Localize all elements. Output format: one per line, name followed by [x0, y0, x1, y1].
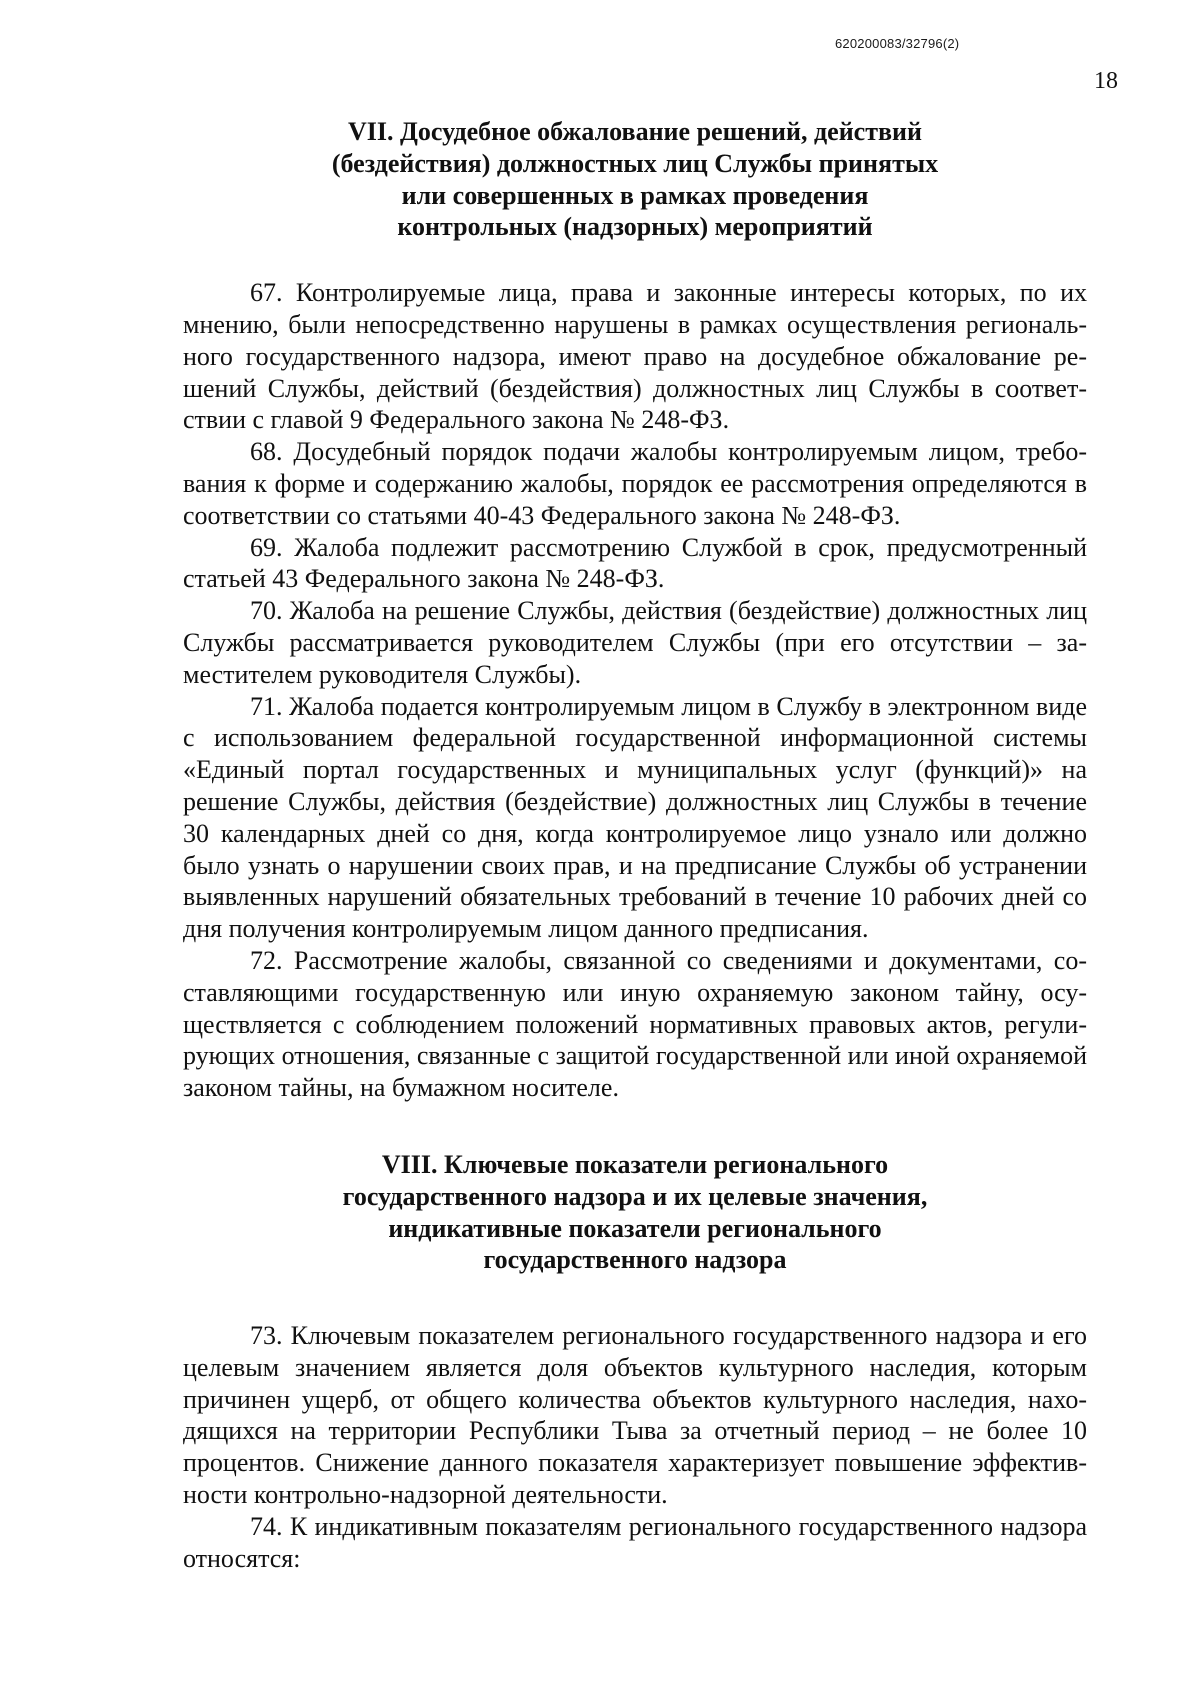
paragraph-73: 73. Ключевым показателем регионального государственного надзора и его целевым значением является доля объектов культурного наследия, которым причинен ущерб, от общего количества объектов культурного наследия, находящихся на территории Республики Тыва за отчетный период – не более 10 процентов. Снижение данного показателя характеризует повышение эффективности контрольно-надзорной деятельности.: [183, 1321, 1087, 1510]
section-7-heading-line: контрольных (надзорных) мероприятий: [397, 212, 873, 242]
paragraph-67: 67. Контролируемые лица, права и законные интересы которых, по их мнению, были непосредственно нарушены в рамках осуществления регионального государственного надзора, имеют право на досудебное обжалование решений Службы, действий (бездействия) должностных лиц Службы в соответствии с главой 9 Федерального закона № 248-ФЗ.: [183, 278, 1087, 435]
section-8-heading-line: государственного надзора: [483, 1245, 787, 1275]
section-7-heading-line: VII. Досудебное обжалование решений, действий: [347, 117, 922, 146]
section-8-heading: [183, 1149, 1087, 1276]
section-7-heading-line: или совершенных в рамках проведения: [401, 180, 869, 210]
paragraph-70: 70. Жалоба на решение Службы, действия (бездействие) должностных лиц Службы рассматривается руководителем Службы (при его отсутствии – заместителем руководителя Службы).: [183, 596, 1087, 689]
section-7-heading-line: (бездействия) должностных лиц Службы принятых: [331, 148, 939, 178]
section-8-heading-line: VIII. Ключевые показатели регионального: [381, 1149, 889, 1179]
paragraph-69: 69. Жалоба подлежит рассмотрению Службой в срок, предусмотренный статьей 43 Федерального закона № 248-ФЗ.: [183, 532, 1087, 594]
page-number: 18: [1094, 68, 1118, 94]
section-8-heading-line: индикативные показатели регионального: [388, 1213, 882, 1243]
paragraph-71: 71. Жалоба подается контролируемым лицом в Службу в электронном виде с использованием федеральной государственной информационной системы «Единый портал государственных и муниципальных услуг (функций)» на решение Службы, действия (бездействие) должностных лиц Службы в течение 30 календарных дней со дня, когда контролируемое лицо узнало или должно было узнать о нарушении своих прав, и на предписание Службы об устранении выявленных нарушений обязательных требований в течение 10 рабочих дней со дня получения контролируемым лицом данного предписания.: [183, 691, 1087, 944]
document-registration-code: 620200083/32796(2): [835, 36, 960, 51]
paragraph-72: 72. Рассмотрение жалобы, связанной со сведениями и документами, составляющими государственную или иную охраняемую законом тайну, осуществляется с соблюдением положений нормативных правовых актов, регулирующих отношения, связанные с защитой государственной или иной охраняемой законом тайны, на бумажном носителе.: [183, 945, 1087, 1103]
document-body: [183, 116, 1087, 1574]
paragraph-74: 74. К индикативным показателям регионального государственного надзора относятся:: [183, 1511, 1087, 1573]
section-8-heading-line: государственного надзора и их целевые значения,: [342, 1181, 928, 1211]
paragraph-68: 68. Досудебный порядок подачи жалобы контролируемым лицом, требования к форме и содержанию жалобы, порядок ее рассмотрения определяются в соответствии со статьями 40-43 Федерального закона № 248-ФЗ.: [183, 437, 1087, 530]
section-7-heading: [183, 116, 1087, 243]
